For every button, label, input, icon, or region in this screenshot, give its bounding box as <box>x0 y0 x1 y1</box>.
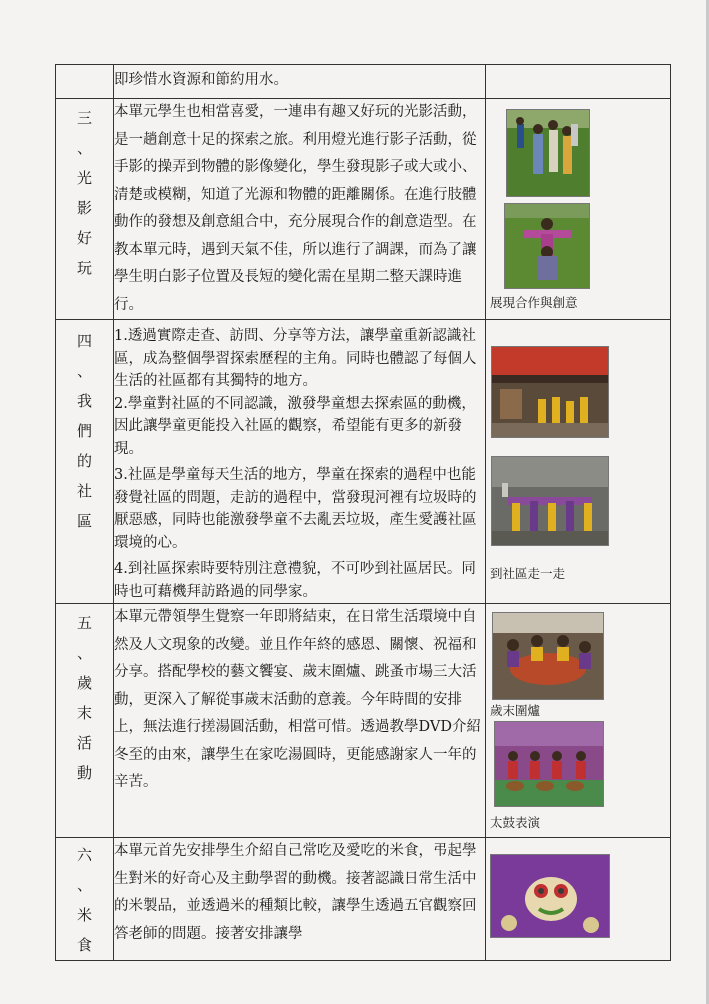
content-cell <box>114 65 486 99</box>
unit-char: 歲 <box>76 674 92 692</box>
content-cell <box>114 320 486 604</box>
unit-char: 好 <box>76 229 92 247</box>
photo-shadow-play-1 <box>506 109 590 197</box>
photo-cell <box>486 65 671 99</box>
table-row <box>56 99 671 320</box>
paragraph: 1.透過實際走查、訪問、分享等方法，讓學童重新認識社區，成為整個學習探索歷程的主角。同時也體認了每個人生活的社區都有其獨特的地方。 <box>114 328 477 389</box>
unit-char: 、 <box>76 876 92 894</box>
unit-char: 、 <box>76 362 92 380</box>
unit-char: 社 <box>76 482 92 500</box>
paragraph: 本單元學生也相當喜愛，一連串有趣又好玩的光影活動，是一趟創意十足的探索之旅。利用燈光進行影子活動，從手影的操弄到物體的影像變化，學生發現影子或大或小、清楚或模糊，知道了光源和物體的距離關係。在進行肢體動作的發想及創意組合中，充分展現合作的創意造型。在教本單元時，遇到天氣不佳，所以進行了調課，而為了讓學生明白影子位置及長短的變化需在星期二整天課時進行。 <box>114 104 477 313</box>
photo-year-end-feast <box>492 612 604 700</box>
unit-char: 末 <box>76 704 92 722</box>
unit-char: 動 <box>76 764 92 782</box>
unit-char: 們 <box>76 422 92 440</box>
photo-community-2 <box>491 456 609 546</box>
teaching-reflection-table <box>55 64 671 961</box>
photo-caption: 展現合作與創意 <box>490 295 578 310</box>
paragraph: 3.社區是學童每天生活的地方，學童在探索的過程中也能發覺社區的問題，走訪的過程中，當發現河裡有垃圾時的厭惡感，同時也能激發學童不去亂丟垃圾，產生愛護社區環境的心。 <box>114 467 477 551</box>
table-row <box>56 320 671 604</box>
unit-char: 影 <box>76 199 92 217</box>
table-row <box>56 65 671 99</box>
photo-cell <box>486 320 671 604</box>
unit-char: 我 <box>76 392 92 410</box>
table-row <box>56 838 671 961</box>
table-row <box>56 604 671 838</box>
photo-caption: 歲末圍爐 <box>490 703 541 718</box>
paragraph: 本單元首先安排學生介紹自己常吃及愛吃的米食，弔起學生對米的好奇心及主動學習的動機。接著認識日常生活中的米製品，並透過米的種類比較，讓學生透過五官觀察回答老師的問題。接著安排讓學 <box>114 843 477 942</box>
content-cell <box>114 838 486 961</box>
unit-cell <box>56 838 114 961</box>
unit-char: 的 <box>76 452 92 470</box>
photo-community-1 <box>491 346 609 438</box>
unit-char: 五 <box>76 614 92 632</box>
unit-char: 食 <box>76 936 92 954</box>
paragraph: 即珍惜水資源和節約用水。 <box>114 72 288 88</box>
photo-caption: 到社區走一走 <box>490 566 566 581</box>
unit-char: 三 <box>76 109 92 127</box>
photo-cell <box>486 838 671 961</box>
unit-char: 、 <box>76 139 92 157</box>
photo-rice-food-art <box>490 854 610 938</box>
unit-char: 活 <box>76 734 92 752</box>
paragraph: 4.到社區探索時要特別注意禮貌，不可吵到社區居民。同時也可藉機拜訪路過的同學家。 <box>114 561 476 600</box>
content-cell <box>114 99 486 320</box>
unit-char: 光 <box>76 169 92 187</box>
unit-cell <box>56 65 114 99</box>
unit-char: 區 <box>76 512 92 530</box>
photo-shadow-play-2 <box>504 203 590 289</box>
unit-char: 六 <box>76 846 92 864</box>
photo-cell <box>486 604 671 838</box>
photo-cell <box>486 99 671 320</box>
unit-char: 四 <box>76 332 92 350</box>
unit-char: 玩 <box>76 259 92 277</box>
paragraph: 本單元帶領學生覺察一年即將結束，在日常生活環境中自然及人文現象的改變。並且作年終的感恩、關懷、祝福和分享。搭配學校的藝文饗宴、歲末圍爐、跳蚤市場三大活動，更深入了解從事歲末活動的意義。今年時間的安排上，無法進行搓湯圓活動，相當可惜。透過教學DVD介紹冬至的由來，讓學生在家吃湯圓時，更能感謝家人一年的辛苦。 <box>114 609 481 790</box>
unit-char: 米 <box>76 906 92 924</box>
unit-cell <box>56 320 114 604</box>
unit-cell <box>56 99 114 320</box>
unit-char: 、 <box>76 644 92 662</box>
paragraph: 2.學童對社區的不同認識，激發學童想去探索區的動機，因此讓學童更能投入社區的觀察，希望能有更多的新發現。 <box>114 395 476 457</box>
content-cell <box>114 604 486 838</box>
photo-caption: 太鼓表演 <box>490 815 541 830</box>
photo-taiko-drums <box>494 721 604 807</box>
unit-cell <box>56 604 114 838</box>
